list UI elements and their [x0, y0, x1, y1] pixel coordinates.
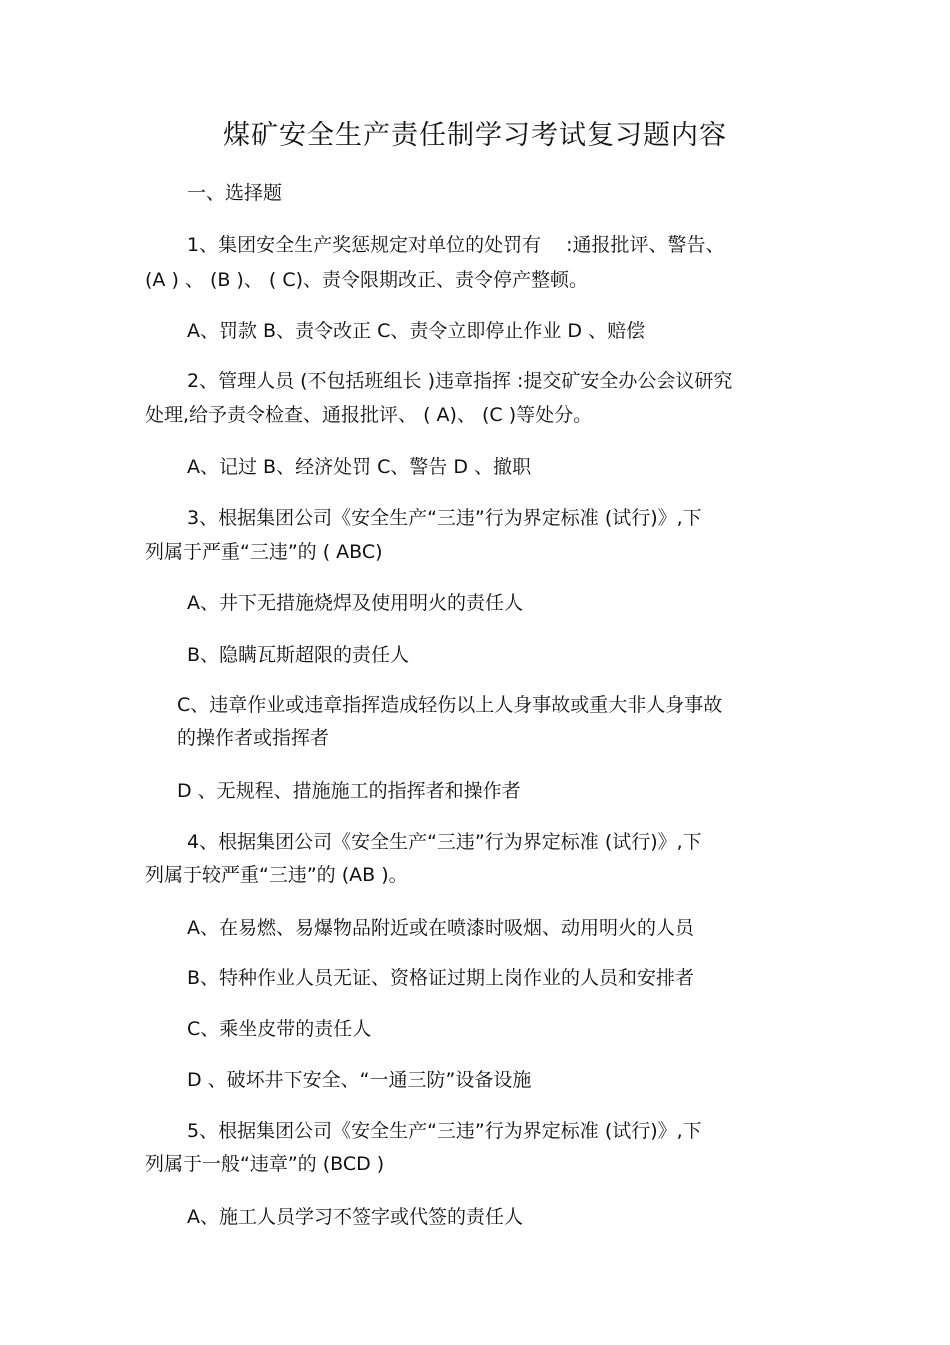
- question-3-option-b: B、隐瞒瓦斯超限的责任人: [187, 644, 410, 666]
- question-5-line-1: 5、根据集团公司《安全生产“三违”行为界定标准 (试行)》,下: [187, 1120, 702, 1142]
- question-3-option-a: A、井下无措施烧焊及使用明火的责任人: [187, 592, 523, 614]
- question-2-line-1: 2、管理人员 (不包括班组长 )违章指挥 :提交矿安全办公会议研究: [187, 370, 733, 392]
- question-3-line-2: 列属于严重“三违”的 ( ABC): [145, 541, 383, 563]
- question-1-line-2: (A ) 、 (B )、 ( C)、责令限期改正、责令停产整顿。: [145, 269, 589, 291]
- question-5-option-a: A、施工人员学习不签字或代签的责任人: [187, 1206, 523, 1228]
- question-5-line-2: 列属于一般“违章”的 (BCD ): [145, 1153, 385, 1175]
- question-3-option-d: D 、无规程、措施施工的指挥者和操作者: [177, 780, 521, 802]
- question-4-option-c: C、乘坐皮带的责任人: [187, 1018, 372, 1040]
- question-4-option-a: A、在易燃、易爆物品附近或在喷漆时吸烟、动用明火的人员: [187, 917, 694, 939]
- question-3-line-1: 3、根据集团公司《安全生产“三违”行为界定标准 (试行)》,下: [187, 507, 702, 529]
- question-2-options: A、记过 B、经济处罚 C、警告 D 、撤职: [187, 456, 532, 478]
- question-4-line-1: 4、根据集团公司《安全生产“三违”行为界定标准 (试行)》,下: [187, 831, 702, 853]
- question-4-option-b: B、特种作业人员无证、资格证过期上岗作业的人员和安排者: [187, 967, 695, 989]
- section-heading: 一、选择题: [187, 182, 283, 204]
- question-3-option-c: C、违章作业或违章指挥造成轻伤以上人身事故或重大非人身事故: [177, 694, 723, 716]
- question-1-options: A、罚款 B、责令改正 C、责令立即停止作业 D 、赔偿: [187, 320, 646, 342]
- question-2-line-2: 处理,给予责令检查、通报批评、 ( A)、 (C )等处分。: [145, 404, 593, 426]
- question-3-option-c-cont: 的操作者或指挥者: [177, 727, 330, 749]
- question-1-line-1: 1、集团安全生产奖惩规定对单位的处罚有 :通报批评、警告、: [187, 234, 725, 256]
- question-4-line-2: 列属于较严重“三违”的 (AB )。: [145, 864, 408, 886]
- document-title: 煤矿安全生产责任制学习考试复习题内容: [223, 120, 727, 151]
- question-4-option-d: D 、破坏井下安全、“一通三防”设备设施: [187, 1069, 532, 1091]
